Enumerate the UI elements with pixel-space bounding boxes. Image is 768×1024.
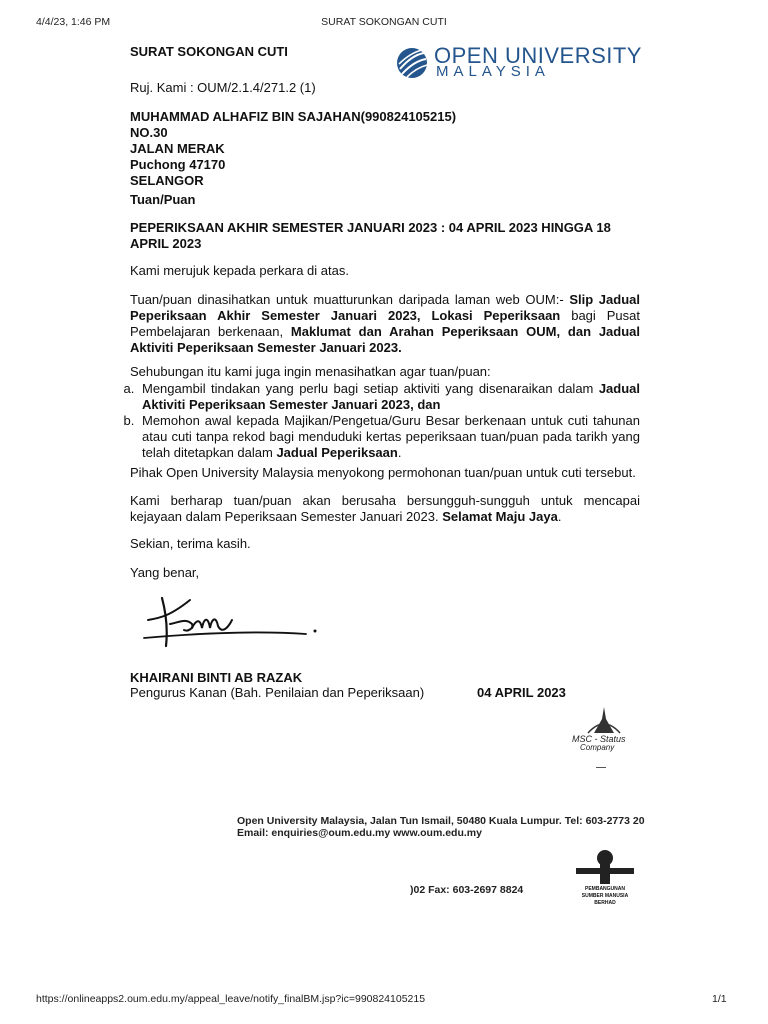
msc-company-text: Company <box>580 743 615 752</box>
footer-address: Open University Malaysia, Jalan Tun Ismail, 50480 Kuala Lumpur. Tel: 603-2773 20 <box>237 815 645 827</box>
subject-line: PEPERIKSAAN AKHIR SEMESTER JANUARI 2023 : 04 APRIL 2023 HINGGA 18 APRIL 2023 <box>130 220 611 251</box>
letter-date: 04 APRIL 2023 <box>477 685 566 700</box>
paragraph-wishes: Kami berharap tuan/puan akan berusaha bersungguh-sungguh untuk mencapai kejayaan dalam Peperiksaan Semester Januari 2023. Selamat Maju Jaya. <box>130 493 640 524</box>
paragraph-support: Pihak Open University Malaysia menyokong permohonan tuan/puan untuk cuti tersebut. <box>130 465 636 480</box>
print-datetime: 4/4/23, 1:46 PM <box>36 16 111 28</box>
paragraph-advice-intro: Sehubungan itu kami juga ingin menasihatkan agar tuan/puan: <box>130 364 491 379</box>
print-url: https://onlineapps2.oum.edu.my/appeal_leave/notify_finalBM.jsp?ic=990824105215 <box>36 993 426 1005</box>
paragraph-thanks: Sekian, terima kasih. <box>130 536 251 551</box>
hrd-logo-text: PEMBANGUNAN SUMBER MANUSIA BERHAD <box>581 886 629 906</box>
oum-logo-name: OPEN UNIVERSITY <box>434 43 642 68</box>
recipient-address <box>130 109 456 189</box>
advice-list <box>118 381 640 461</box>
msc-tower-icon <box>584 705 624 735</box>
list-item: a. Mengambil tindakan yang perlu bagi setiap aktiviti yang disenaraikan dalam Jadual Aktiviti Peperiksaan Semester Januari 2023, dan <box>138 381 640 413</box>
address-line: Puchong 47170 <box>130 157 226 172</box>
list-item: b. Memohon awal kepada Majikan/Pengetua/Guru Besar berkenaan untuk cuti tahunan atau cuti tanpa rekod bagi menduduki kertas peperiksaan tuan/puan pada tarikh yang telah ditetapkan dalam Jadual Peperiksaan. <box>138 413 640 461</box>
hrd-logo <box>568 848 642 938</box>
msc-status-text: MSC - Status <box>572 734 626 744</box>
msc-status-logo <box>564 705 644 775</box>
footer-contact: Email: enquiries@oum.edu.my www.oum.edu.my <box>237 827 482 839</box>
oum-logo <box>396 45 646 81</box>
paragraph-download-advice: Tuan/puan dinasihatkan untuk muatturunkan daripada laman web OUM:- Slip Jadual Peperiksaan Akhir Semester Januari 2023, Lokasi Peperiksaan bagi Pusat Pembelajaran berkenaan, Maklumat dan Arahan Peperiksaan OUM, dan Jadual Aktiviti Peperiksaan Semester Januari 2023. <box>130 292 641 355</box>
signatory-name: KHAIRANI BINTI AB RAZAK <box>130 670 303 685</box>
address-line: SELANGOR <box>130 173 204 188</box>
print-page-count: 1/1 <box>712 993 727 1005</box>
letter-title: SURAT SOKONGAN CUTI <box>130 44 288 59</box>
address-line: MUHAMMAD ALHAFIZ BIN SAJAHAN(990824105215) <box>130 109 457 124</box>
signatory-title: Pengurus Kanan (Bah. Penilaian dan Peperiksaan) <box>130 685 425 700</box>
handwritten-signature <box>140 588 330 658</box>
paragraph-reference: Kami merujuk kepada perkara di atas. <box>130 263 349 278</box>
print-page-title: SURAT SOKONGAN CUTI <box>321 16 447 28</box>
closing-text: Yang benar, <box>130 565 200 580</box>
salutation: Tuan/Puan <box>130 192 196 207</box>
address-line: NO.30 <box>130 125 168 140</box>
footer-fax: )02 Fax: 603-2697 8824 <box>410 884 524 896</box>
msc-underline <box>596 767 606 768</box>
oum-logo-sub: MALAYSIA <box>436 63 550 80</box>
address-line: JALAN MERAK <box>130 141 225 156</box>
hrd-emblem-icon <box>574 848 636 884</box>
oum-logo-globe-icon <box>396 47 428 79</box>
reference-number: Ruj. Kami : OUM/2.1.4/271.2 (1) <box>130 80 316 95</box>
